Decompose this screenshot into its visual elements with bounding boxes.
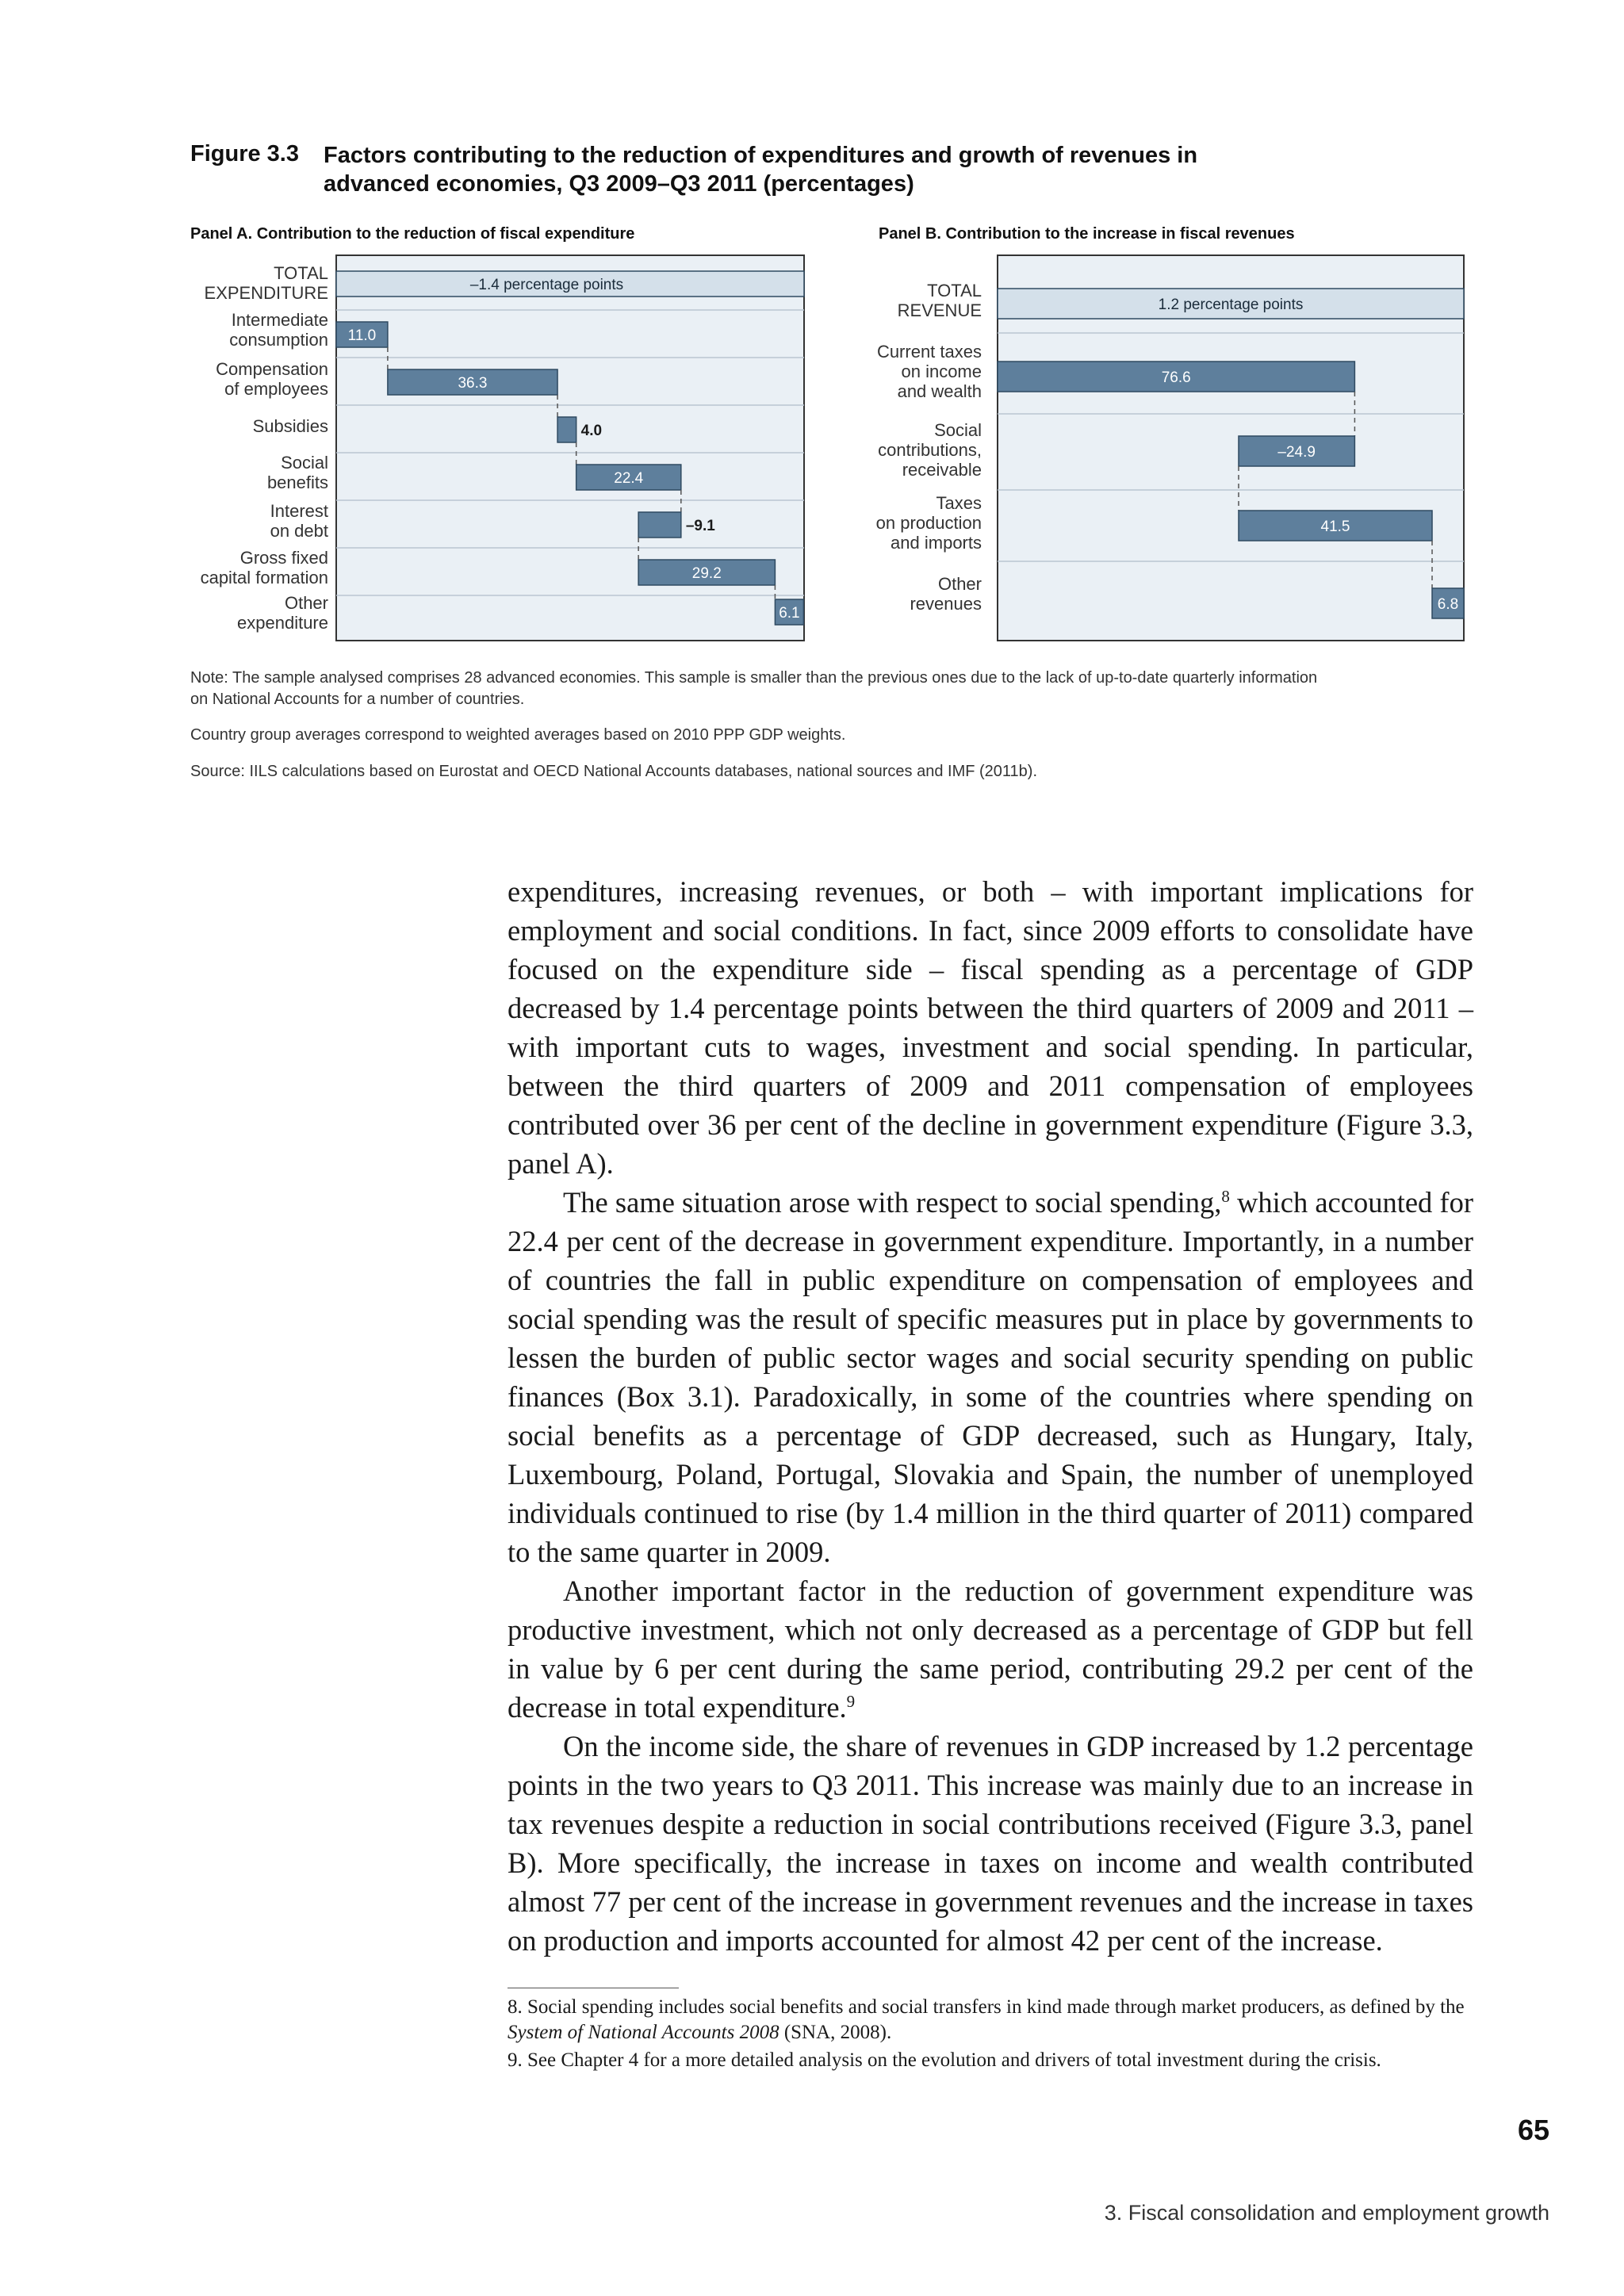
panel-b-total-label-line2: REVENUE: [897, 300, 982, 320]
footnote-text: (SNA, 2008).: [779, 2022, 892, 2043]
paragraph: [508, 1183, 1473, 1571]
panel-b-value-label-current-taxes-on-income-and-wealth: 76.6: [1161, 369, 1191, 386]
panel-a-total-value-label: –1.4 percentage points: [469, 277, 624, 293]
panel-b-category-label-social-contributions-receivable: Social: [934, 420, 982, 440]
page-number: 65: [1517, 2114, 1549, 2146]
footnote-text: 8. Social spending includes social benefits and social transfers in kind made through market producers, as defined by the: [508, 1996, 1465, 2018]
panel-b-category-label-other-revenues: revenues: [910, 594, 982, 614]
panel-b-category-label-taxes-on-production-and-imports: on production: [875, 513, 982, 533]
panel-a-value-label-social-benefits: 22.4: [614, 470, 644, 487]
panel-a-category-label-social-benefits: benefits: [266, 473, 328, 492]
paragraph-text: The same situation arose with respect to social spending,: [563, 1186, 1222, 1219]
panel-b-category-label-current-taxes-on-income-and-wealth: Current taxes: [876, 342, 982, 362]
panel-a-value-label-subsidies: 4.0: [580, 423, 603, 439]
panel-a-bar-subsidies: [557, 417, 576, 442]
panel-b-category-label-social-contributions-receivable: contributions,: [878, 440, 982, 460]
figure-label: Figure 3.3: [190, 141, 299, 166]
body-text: [508, 872, 1473, 1960]
panel-b-value-label-taxes-on-production-and-imports: 41.5: [1320, 519, 1350, 535]
panel-b-category-label-taxes-on-production-and-imports: Taxes: [936, 493, 982, 513]
panel-b-total-value-label: 1.2 percentage points: [1158, 297, 1304, 313]
panel-b-value-label-other-revenues: 6.8: [1437, 596, 1459, 613]
panel-b-category-label-social-contributions-receivable: receivable: [902, 460, 982, 480]
paragraph: On the income side, the share of revenues in GDP increased by 1.2 percentage points in the two years to Q3 2011. This increase was mainly due to an increase in tax revenues despite a reduction in social contributions received (Figure 3.3, panel B). More specifically, the increase in taxes on income and wealth contributed almost 77 per cent of the increase in government revenues and the increase in taxes on production and imports accounted for almost 42 per cent of the increase.: [508, 1730, 1473, 1957]
panel-a-chart: [0, 255, 817, 652]
panel-a-svg: [0, 255, 817, 652]
panel-a-category-label-compensation-of-employees: of employees: [224, 379, 328, 399]
panel-a-value-label-other-expenditure: 6.1: [779, 605, 800, 622]
footnote-ref[interactable]: 9: [846, 1691, 856, 1711]
panel-b-category-label-taxes-on-production-and-imports: and imports: [891, 533, 982, 553]
footnote-9: 9. See Chapter 4 for a more detailed analysis on the evolution and drivers of total investment during the crisis.: [508, 2049, 1381, 2071]
panel-b-chart: [817, 255, 1624, 652]
paragraph: [508, 1571, 1473, 1727]
panel-b-category-label-current-taxes-on-income-and-wealth: on income: [901, 362, 982, 381]
figure-note: Note: The sample analysed comprises 28 advanced economies. This sample is smaller than the previous ones due to the lack of up-to-date quarterly information on National Accounts for a number of countries.: [190, 669, 1318, 708]
panel-a-title: Panel A. Contribution to the reduction of fiscal expenditure: [190, 225, 635, 243]
figure-source: Source: IILS calculations based on Eurostat and OECD National Accounts databases, national sources and IMF (2011b).: [190, 763, 1038, 780]
panel-a-value-label-gross-fixed-capital-formation: 29.2: [691, 565, 722, 582]
panel-b-title: Panel B. Contribution to the increase in fiscal revenues: [879, 225, 1295, 243]
panel-a-category-label-social-benefits: Social: [281, 453, 328, 473]
panel-a-value-label-intermediate-consumption: 11.0: [347, 327, 377, 344]
panel-b-category-label-other-revenues: Other: [937, 574, 982, 594]
running-footer: 3. Fiscal consolidation and employment growth: [1104, 2201, 1549, 2225]
figure-title: Factors contributing to the reduction of expenditures and growth of revenues in advanced economies, Q3 2009–Q3 2011 (percentages): [324, 143, 1198, 197]
panel-a-category-label-intermediate-consumption: Intermediate: [231, 310, 328, 330]
panel-a-category-label-other-expenditure: Other: [284, 593, 328, 613]
panel-a-category-label-interest-on-debt: on debt: [270, 521, 328, 541]
panel-a-category-label-compensation-of-employees: Compensation: [216, 359, 328, 379]
panel-a-category-label-interest-on-debt: Interest: [270, 501, 328, 521]
panel-b-total-label: TOTAL: [927, 281, 982, 300]
footnote-ref[interactable]: 8: [1221, 1186, 1230, 1206]
footnote-8: [508, 1995, 1473, 2045]
paragraph-text: which accounted for 22.4 per cent of the decrease in government expenditure. Importantly, in a number of countries the fall in public expenditure on compensation of employees and social spending was the result of specific measures put in place by governments to lessen the burden of public sector wages and social security spending on public finances (Box 3.1). Paradoxically, in some of the countries where spending on social benefits as a percentage of GDP decreased, such as Hungary, Italy, Luxembourg, Poland, Portugal, Slovakia and Spain, the number of unemployed individuals continued to rise (by 1.4 million in the third quarter of 2011) compared to the same quarter in 2009.: [508, 1186, 1473, 1568]
panel-a-category-label-intermediate-consumption: consumption: [229, 330, 328, 350]
panel-b-svg: [817, 255, 1624, 652]
panel-a-category-label-other-expenditure: expenditure: [237, 613, 328, 633]
panel-a-value-label-compensation-of-employees: 36.3: [458, 375, 488, 392]
panel-a-category-label-subsidies: Subsidies: [252, 416, 328, 436]
paragraph: expenditures, increasing revenues, or both – with important implications for employment and social conditions. In fact, since 2009 efforts to consolidate have focused on the expenditure side – fiscal spending as a percentage of GDP decreased by 1.4 percentage points between the third quarters of 2009 and 2011 – with important cuts to wages, investment and social spending. In particular, between the third quarters of 2009 and 2011 compensation of employees contributed over 36 per cent of the decline in government expenditure (Figure 3.3, panel A).: [508, 875, 1473, 1180]
footnote-cited-title: System of National Accounts 2008: [508, 2022, 779, 2043]
panel-a-category-label-gross-fixed-capital-formation: Gross fixed: [239, 548, 328, 568]
figure-weights-note: Country group averages correspond to weighted averages based on 2010 PPP GDP weights.: [190, 726, 846, 744]
panel-a-total-label-line2: EXPENDITURE: [204, 283, 328, 303]
footnotes: [508, 1995, 1473, 2076]
panel-a-total-label: TOTAL: [274, 263, 328, 283]
panel-b-category-label-current-taxes-on-income-and-wealth: and wealth: [897, 381, 982, 401]
panel-a-category-label-gross-fixed-capital-formation: capital formation: [200, 568, 328, 587]
panel-b-value-label-social-contributions-receivable: –24.9: [1277, 444, 1316, 461]
panel-a-value-label-interest-on-debt: –9.1: [685, 518, 715, 534]
paragraph-text: Another important factor in the reduction of government expenditure was productive investment, which not only decreased as a percentage of GDP but fell in value by 6 per cent during the same period, contributing 29.2 per cent of the decrease in total expenditure.: [508, 1575, 1473, 1724]
panel-a-bar-interest-on-debt: [638, 512, 681, 538]
